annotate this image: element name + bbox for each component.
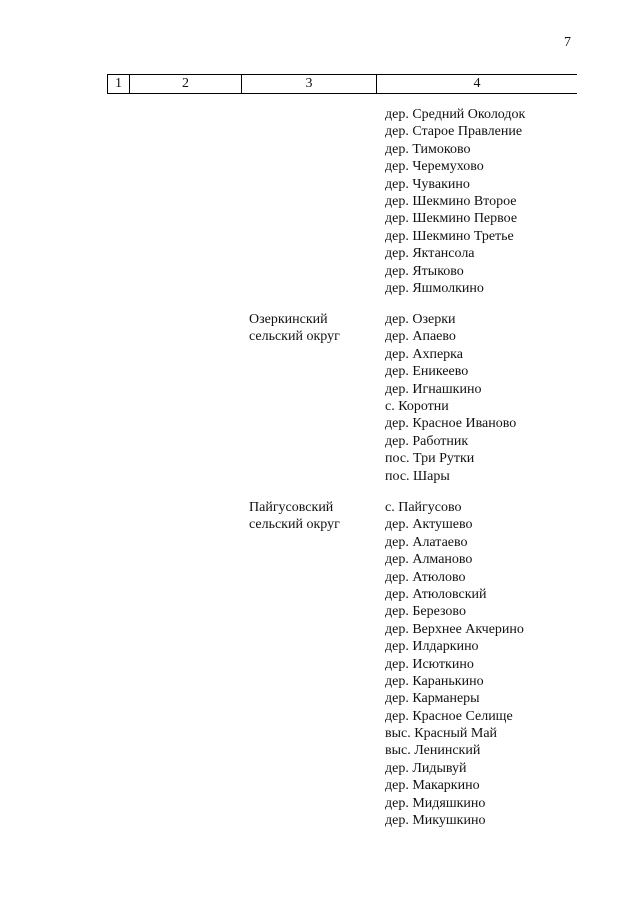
settlement-item: дер. Средний Околодок <box>385 107 526 122</box>
district-name-line: сельский округ <box>249 329 340 345</box>
district-name-line: Озеркинский <box>249 312 328 327</box>
settlement-item: дер. Апаево <box>385 329 456 345</box>
table-header-row <box>107 74 577 94</box>
settlement-item: дер. Атюлово <box>385 569 466 585</box>
header-cell-2: 2 <box>130 75 242 93</box>
settlement-item: дер. Красное Селище <box>385 708 513 724</box>
settlement-item: дер. Яшмолкино <box>385 280 484 296</box>
settlement-item: с. Коротни <box>385 398 449 414</box>
settlement-item: дер. Яктансола <box>385 246 475 262</box>
settlement-item: дер. Карманеры <box>385 691 480 707</box>
header-cell-3: 3 <box>242 75 377 93</box>
settlement-item: дер. Шекмино Второе <box>385 193 517 209</box>
header-cell-1: 1 <box>108 75 130 93</box>
settlement-item: дер. Шекмино Первое <box>385 211 518 227</box>
district-name-group-3 <box>249 499 379 534</box>
settlement-item: дер. Черемухово <box>385 159 484 175</box>
settlement-item: дер. Старое Правление <box>385 124 523 140</box>
district-name-group-2 <box>249 311 379 346</box>
settlement-item: дер. Лидывуй <box>385 760 467 776</box>
settlement-item: дер. Озерки <box>385 312 456 327</box>
settlement-list-group-1 <box>385 106 605 297</box>
district-name-line: Пайгусовский <box>249 500 334 515</box>
settlement-item: дер. Шекмино Третье <box>385 228 514 244</box>
settlement-item: выс. Красный Май <box>385 726 498 742</box>
settlement-item: дер. Верхнее Акчерино <box>385 621 524 637</box>
settlement-item: дер. Еникеево <box>385 364 469 380</box>
district-name-line: сельский округ <box>249 517 340 533</box>
header-cell-4: 4 <box>473 76 481 91</box>
settlement-item: дер. Ахперка <box>385 346 463 362</box>
settlement-item: пос. Шары <box>385 468 450 484</box>
settlement-item: дер. Ятыково <box>385 263 464 279</box>
settlement-item: дер. Микушкино <box>385 813 486 829</box>
settlement-item: дер. Актушево <box>385 517 473 533</box>
settlement-item: дер. Игнашкино <box>385 381 482 397</box>
settlement-item: с. Пайгусово <box>385 500 462 515</box>
settlement-list-group-2 <box>385 311 605 485</box>
settlement-item: дер. Алатаево <box>385 534 468 550</box>
settlement-item: дер. Каранькино <box>385 673 484 689</box>
settlement-item: дер. Чувакино <box>385 176 470 192</box>
settlement-item: дер. Алманово <box>385 552 473 568</box>
settlement-list-group-3 <box>385 499 605 829</box>
settlement-item: дер. Тимоково <box>385 141 471 157</box>
settlement-item: дер. Березово <box>385 604 466 620</box>
settlement-item: выс. Ленинский <box>385 743 481 759</box>
settlement-item: дер. Илдаркино <box>385 639 479 655</box>
settlement-item: дер. Атюловский <box>385 586 487 602</box>
settlement-item: дер. Красное Иваново <box>385 416 517 432</box>
settlement-item: дер. Макаркино <box>385 778 480 794</box>
settlement-item: пос. Три Рутки <box>385 451 475 467</box>
settlement-item: дер. Мидяшкино <box>385 795 486 811</box>
page-number: 7 <box>564 35 571 50</box>
settlement-item: дер. Работник <box>385 433 469 449</box>
settlement-item: дер. Исюткино <box>385 656 474 672</box>
